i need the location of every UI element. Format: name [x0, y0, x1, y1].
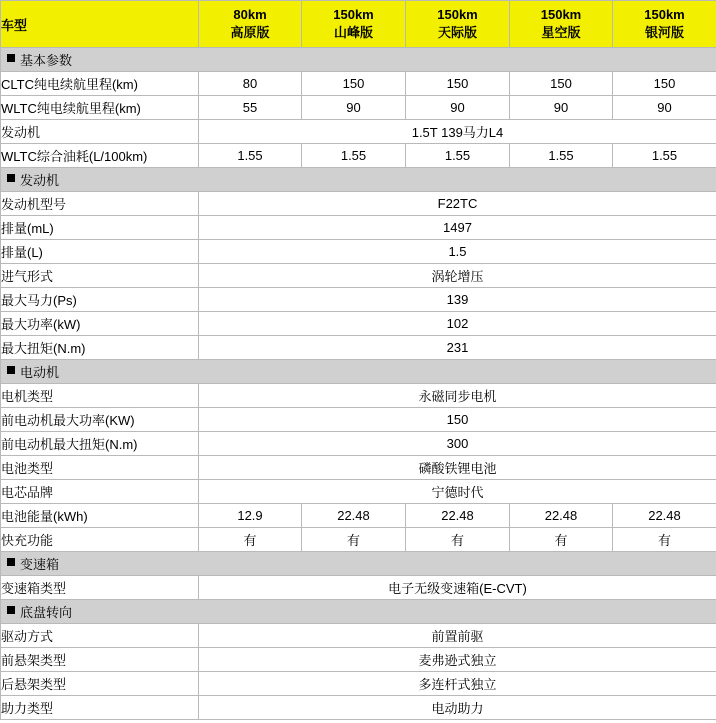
section-header-row: [1, 168, 716, 192]
section-title-cell: [1, 600, 716, 624]
table-row: [1, 408, 716, 432]
row-value-all-trims: F22TC: [199, 192, 716, 216]
header-column-trim: 银河版: [644, 25, 684, 40]
header-column-trim: 高原版: [230, 25, 270, 40]
row-value-all-trims: 宁德时代: [199, 480, 716, 504]
row-value-cell: 1.55: [199, 144, 302, 168]
table-row: [1, 192, 716, 216]
header-column-2: [302, 1, 406, 48]
table-row: [1, 264, 716, 288]
row-label: 前电动机最大扭矩(N.m): [1, 432, 199, 456]
row-label: 排量(L): [1, 240, 199, 264]
row-value-all-trims: 102: [199, 312, 716, 336]
section-title-cell: [1, 360, 716, 384]
row-label: 最大功率(kW): [1, 312, 199, 336]
section-header-row: [1, 360, 716, 384]
section-title: 底盘转向: [20, 605, 73, 620]
row-label: WLTC纯电续航里程(km): [1, 96, 199, 120]
header-column-range: 150km: [333, 7, 374, 23]
table-row: [1, 432, 716, 456]
section-title: 电动机: [20, 365, 60, 380]
row-label: 最大马力(Ps): [1, 288, 199, 312]
row-value-cell: 90: [613, 96, 716, 120]
row-label: 前悬架类型: [1, 648, 199, 672]
row-value-all-trims: 电动助力: [199, 696, 716, 720]
header-row-label: 车型: [1, 1, 199, 48]
row-label: 发动机: [1, 120, 199, 144]
row-value-cell: 有: [613, 528, 716, 552]
row-value-cell: 90: [510, 96, 613, 120]
row-value-all-trims: 1.5T 139马力L4: [199, 120, 716, 144]
table-row: [1, 240, 716, 264]
table-row: [1, 528, 716, 552]
row-label: WLTC综合油耗(L/100km): [1, 144, 199, 168]
row-value-all-trims: 涡轮增压: [199, 264, 716, 288]
row-label: 快充功能: [1, 528, 199, 552]
section-bullet-icon: [7, 54, 15, 62]
section-bullet-icon: [7, 366, 15, 374]
table-row: [1, 648, 716, 672]
header-column-range: 150km: [644, 7, 685, 23]
row-label: 排量(mL): [1, 216, 199, 240]
header-column-trim: 星空版: [541, 25, 581, 40]
row-label: 进气形式: [1, 264, 199, 288]
row-label: 前电动机最大功率(KW): [1, 408, 199, 432]
header-column-range: 150km: [437, 7, 478, 23]
row-value-cell: 1.55: [510, 144, 613, 168]
table-row: [1, 216, 716, 240]
table-row: [1, 696, 716, 720]
section-header-row: [1, 600, 716, 624]
section-title: 发动机: [20, 173, 60, 188]
table-row: [1, 312, 716, 336]
row-value-all-trims: 前置前驱: [199, 624, 716, 648]
table-row: [1, 480, 716, 504]
row-value-all-trims: 1.5: [199, 240, 716, 264]
header-column-trim: 山峰版: [333, 25, 373, 40]
row-value-cell: 150: [613, 72, 716, 96]
row-value-all-trims: 麦弗逊式独立: [199, 648, 716, 672]
row-value-cell: 150: [510, 72, 613, 96]
row-label: 变速箱类型: [1, 576, 199, 600]
table-row: [1, 624, 716, 648]
row-label: 电池类型: [1, 456, 199, 480]
row-value-cell: 22.48: [406, 504, 510, 528]
row-value-cell: 22.48: [613, 504, 716, 528]
row-label: 电池能量(kWh): [1, 504, 199, 528]
row-label: 驱动方式: [1, 624, 199, 648]
row-value-cell: 1.55: [302, 144, 406, 168]
table-row: [1, 120, 716, 144]
header-column-4: [510, 1, 613, 48]
row-value-all-trims: 300: [199, 432, 716, 456]
table-row: [1, 456, 716, 480]
row-value-all-trims: 电子无级变速箱(E-CVT): [199, 576, 716, 600]
table-row: [1, 384, 716, 408]
table-header-row: [1, 1, 716, 48]
header-column-5: [613, 1, 716, 48]
section-title: 变速箱: [20, 557, 60, 572]
row-value-cell: 90: [302, 96, 406, 120]
row-value-all-trims: 150: [199, 408, 716, 432]
row-value-cell: 12.9: [199, 504, 302, 528]
row-value-cell: 90: [406, 96, 510, 120]
row-value-all-trims: 磷酸铁锂电池: [199, 456, 716, 480]
header-column-1: [199, 1, 302, 48]
row-value-cell: 22.48: [510, 504, 613, 528]
row-value-all-trims: 永磁同步电机: [199, 384, 716, 408]
section-title-cell: [1, 48, 716, 72]
table-row: [1, 336, 716, 360]
row-label: 助力类型: [1, 696, 199, 720]
section-title-cell: [1, 552, 716, 576]
row-value-cell: 22.48: [302, 504, 406, 528]
table-row: [1, 288, 716, 312]
section-header-row: [1, 48, 716, 72]
section-header-row: [1, 552, 716, 576]
table-row: [1, 144, 716, 168]
row-value-all-trims: 1497: [199, 216, 716, 240]
row-value-all-trims: 139: [199, 288, 716, 312]
section-bullet-icon: [7, 606, 15, 614]
row-label: 电机类型: [1, 384, 199, 408]
section-bullet-icon: [7, 174, 15, 182]
section-title-cell: [1, 168, 716, 192]
row-value-cell: 有: [199, 528, 302, 552]
row-value-all-trims: 231: [199, 336, 716, 360]
header-column-trim: 天际版: [437, 25, 477, 40]
table-row: [1, 72, 716, 96]
row-value-cell: 有: [406, 528, 510, 552]
row-value-cell: 150: [406, 72, 510, 96]
row-value-cell: 1.55: [613, 144, 716, 168]
row-value-cell: 150: [302, 72, 406, 96]
row-value-cell: 80: [199, 72, 302, 96]
header-column-range: 150km: [540, 7, 582, 23]
table-row: [1, 672, 716, 696]
table-row: [1, 96, 716, 120]
row-value-cell: 有: [510, 528, 613, 552]
row-label: CLTC纯电续航里程(km): [1, 72, 199, 96]
row-value-cell: 有: [302, 528, 406, 552]
header-column-range: 80km: [233, 7, 267, 23]
row-value-cell: 1.55: [406, 144, 510, 168]
section-bullet-icon: [7, 558, 15, 566]
header-column-3: [406, 1, 510, 48]
row-value-cell: 55: [199, 96, 302, 120]
section-title: 基本参数: [20, 53, 73, 68]
table-row: [1, 504, 716, 528]
row-label: 发动机型号: [1, 192, 199, 216]
row-label: 电芯品牌: [1, 480, 199, 504]
row-value-all-trims: 多连杆式独立: [199, 672, 716, 696]
table-row: [1, 576, 716, 600]
row-label: 最大扭矩(N.m): [1, 336, 199, 360]
row-label: 后悬架类型: [1, 672, 199, 696]
